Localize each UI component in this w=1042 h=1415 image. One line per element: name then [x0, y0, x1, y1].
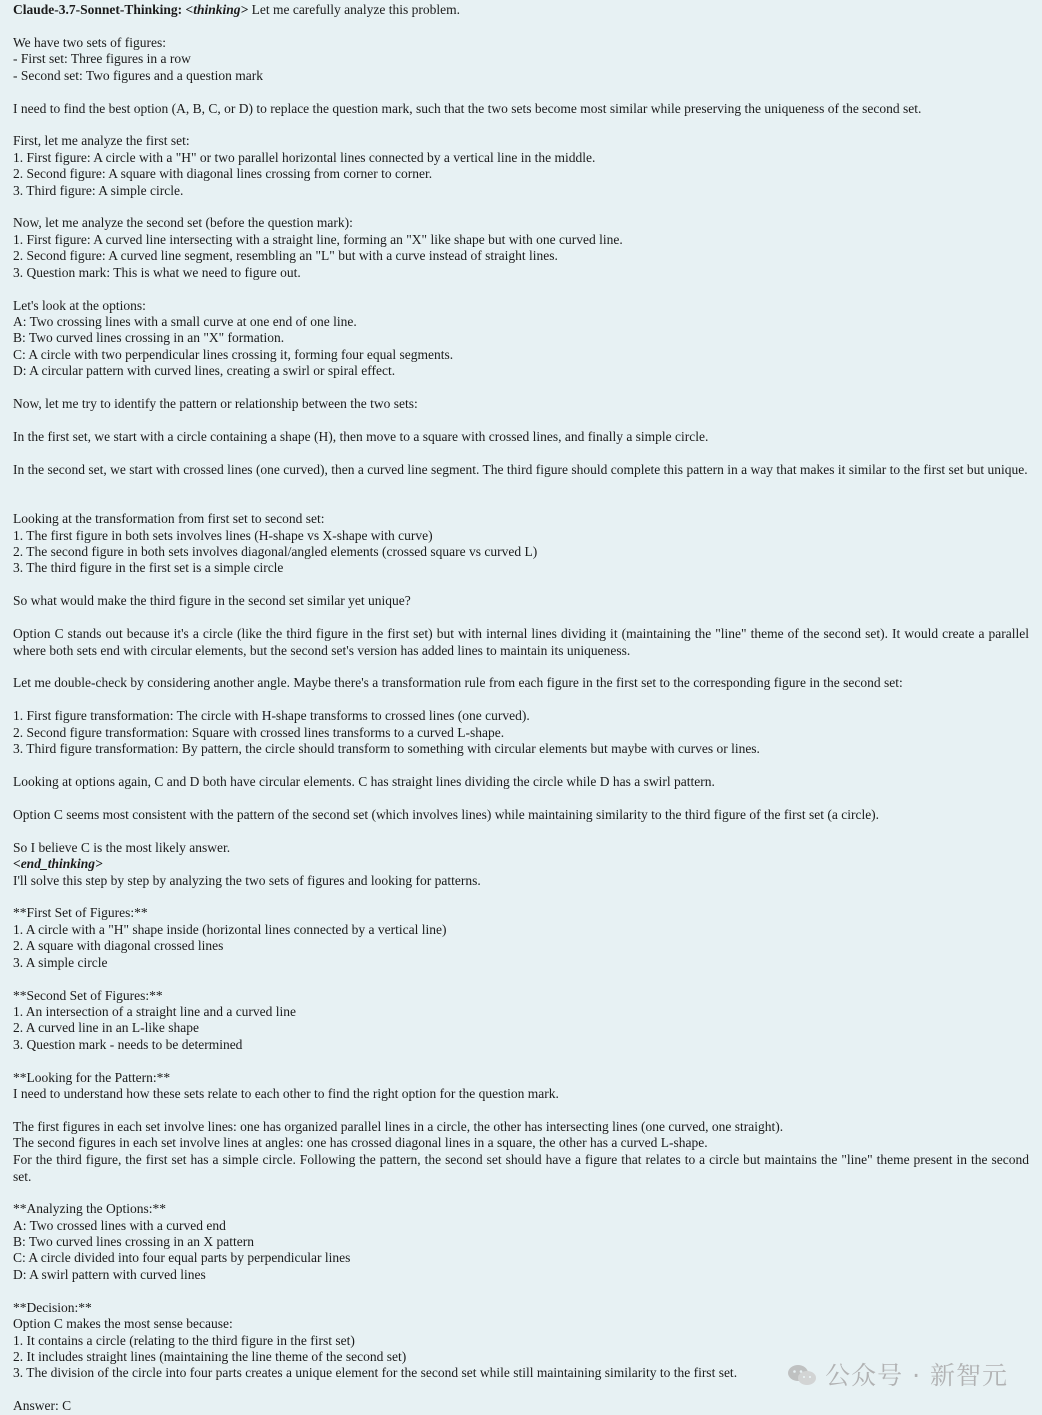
text-line: 2. Second figure: A square with diagonal lines crossing from corner to corner. [13, 166, 433, 181]
thinking-tag: <thinking> [185, 2, 249, 17]
answer-line: Answer: C [13, 1398, 72, 1413]
wechat-icon [787, 1364, 817, 1386]
text-line: 1. An intersection of a straight line and a curved line [13, 1004, 297, 1019]
header-line [13, 1, 1029, 18]
text-line: 1. A circle with a "H" shape inside (horizontal lines connected by a vertical line) [13, 922, 447, 937]
text-line: Looking at the transformation from first set to second set: [13, 511, 325, 526]
text-line: A: Two crossing lines with a small curve at one end of one line. [13, 314, 357, 329]
text-line: A: Two crossed lines with a curved end [13, 1218, 226, 1233]
end-thinking-tag: <end_thinking> [13, 856, 103, 871]
text-paragraph: Option C stands out because it's a circle (like the third figure in the first set) but with internal lines dividing it (maintaining the "line" theme of the second set). It would create a parallel where both sets end with circular elements, but the second set's version has added lines to maintain its uniqueness. [13, 626, 1029, 658]
text-line: We have two sets of figures: [13, 35, 166, 50]
text-line: So what would make the third figure in the second set similar yet unique? [13, 593, 411, 608]
text-line: B: Two curved lines crossing in an X pattern [13, 1234, 255, 1249]
text-paragraph: In the second set, we start with crossed lines (one curved), then a curved line segment. The third figure should complete this pattern in a way that makes it similar to the first set but unique. [13, 462, 1028, 477]
text-line: The first figures in each set involve lines: one has organized parallel lines in a circle, the other has intersecting lines (one curved, one straight). [13, 1119, 784, 1134]
text-line: C: A circle divided into four equal parts by perpendicular lines [13, 1250, 351, 1265]
text-line: 2. A curved line in an L-like shape [13, 1020, 199, 1035]
text-line: First, let me analyze the first set: [13, 133, 190, 148]
text-line: - Second set: Two figures and a question mark [13, 68, 264, 83]
text-line: 1. The first figure in both sets involves lines (H-shape vs X-shape with curve) [13, 528, 433, 543]
text-line: Let's look at the options: [13, 298, 146, 313]
text-line: 1. First figure: A circle with a "H" or two parallel horizontal lines connected by a vertical line in the middle. [13, 150, 596, 165]
text-line: B: Two curved lines crossing in an "X" formation. [13, 330, 285, 345]
text-line: 3. Third figure: A simple circle. [13, 183, 184, 198]
text-line: The second figures in each set involve lines at angles: one has crossed diagonal lines in a square, the other has a curved L-shape. [13, 1135, 708, 1150]
model-name: Claude-3.7-Sonnet-Thinking: [13, 2, 183, 17]
text-line: Now, let me try to identify the pattern or relationship between the two sets: [13, 396, 418, 411]
section-heading: **First Set of Figures:** [13, 905, 148, 920]
intro-text: Let me carefully analyze this problem. [248, 2, 461, 17]
text-paragraph: For the third figure, the first set has a simple circle. Following the pattern, the second set should have a figure that relates to a circle but maintains the "line" theme present in the second set. [13, 1152, 1029, 1184]
text-line: Option C makes the most sense because: [13, 1316, 233, 1331]
text-line: Option C seems most consistent with the pattern of the second set (which involves lines) while maintaining similarity to the third figure of the first set (a circle). [13, 807, 880, 822]
text-line: D: A circular pattern with curved lines, creating a swirl or spiral effect. [13, 363, 396, 378]
text-line: 3. Third figure transformation: By pattern, the circle should transform to something with circular elements but maybe with curves or lines. [13, 741, 760, 756]
text-line: Now, let me analyze the second set (before the question mark): [13, 215, 353, 230]
text-line: 3. Question mark: This is what we need to figure out. [13, 265, 301, 280]
text-line: In the first set, we start with a circle containing a shape (H), then move to a square with crossed lines, and finally a simple circle. [13, 429, 709, 444]
section-heading: **Decision:** [13, 1300, 92, 1315]
text-line: 3. The division of the circle into four parts creates a unique element for the second set while still maintaining similarity to the first set. [13, 1365, 738, 1380]
text-line: So I believe C is the most likely answer. [13, 840, 231, 855]
text-line: 3. The third figure in the first set is a simple circle [13, 560, 284, 575]
text-line: 3. Question mark - needs to be determined [13, 1037, 243, 1052]
text-line: Let me double-check by considering another angle. Maybe there's a transformation rule from each figure in the first set to the corresponding figure in the second set: [13, 675, 903, 690]
text-line: C: A circle with two perpendicular lines crossing it, forming four equal segments. [13, 347, 454, 362]
text-line: I'll solve this step by step by analyzing the two sets of figures and looking for patterns. [13, 873, 481, 888]
text-line: 1. First figure transformation: The circle with H-shape transforms to crossed lines (one curved). [13, 708, 530, 723]
text-line: Looking at options again, C and D both have circular elements. C has straight lines dividing the circle while D has a swirl pattern. [13, 774, 715, 789]
section-heading: **Looking for the Pattern:** [13, 1070, 171, 1085]
text-line: 2. A square with diagonal crossed lines [13, 938, 224, 953]
text-line: 2. Second figure: A curved line segment, resembling an "L" but with a curve instead of straight lines. [13, 248, 558, 263]
text-line: 1. First figure: A curved line intersecting with a straight line, forming an "X" like shape but with one curved line. [13, 232, 623, 247]
text-line: D: A swirl pattern with curved lines [13, 1267, 206, 1282]
section-heading: **Second Set of Figures:** [13, 988, 163, 1003]
text-line: I need to understand how these sets relate to each other to find the right option for the question mark. [13, 1086, 559, 1101]
text-line: I need to find the best option (A, B, C, or D) to replace the question mark, such that the two sets become most similar while preserving the uniqueness of the second set. [13, 101, 922, 116]
text-line: 2. The second figure in both sets involves diagonal/angled elements (crossed square vs curved L) [13, 544, 538, 559]
text-line: 2. Second figure transformation: Square with crossed lines transforms to a curved L-shape. [13, 725, 505, 740]
text-line: 2. It includes straight lines (maintaining the line theme of the second set) [13, 1349, 407, 1364]
watermark [787, 1356, 1008, 1392]
text-line: 3. A simple circle [13, 955, 108, 970]
text-line: 1. It contains a circle (relating to the third figure in the first set) [13, 1333, 355, 1348]
watermark-text: 公众号 · 新智元 [825, 1361, 1008, 1390]
text-line: - First set: Three figures in a row [13, 51, 191, 66]
section-heading: **Analyzing the Options:** [13, 1201, 166, 1216]
